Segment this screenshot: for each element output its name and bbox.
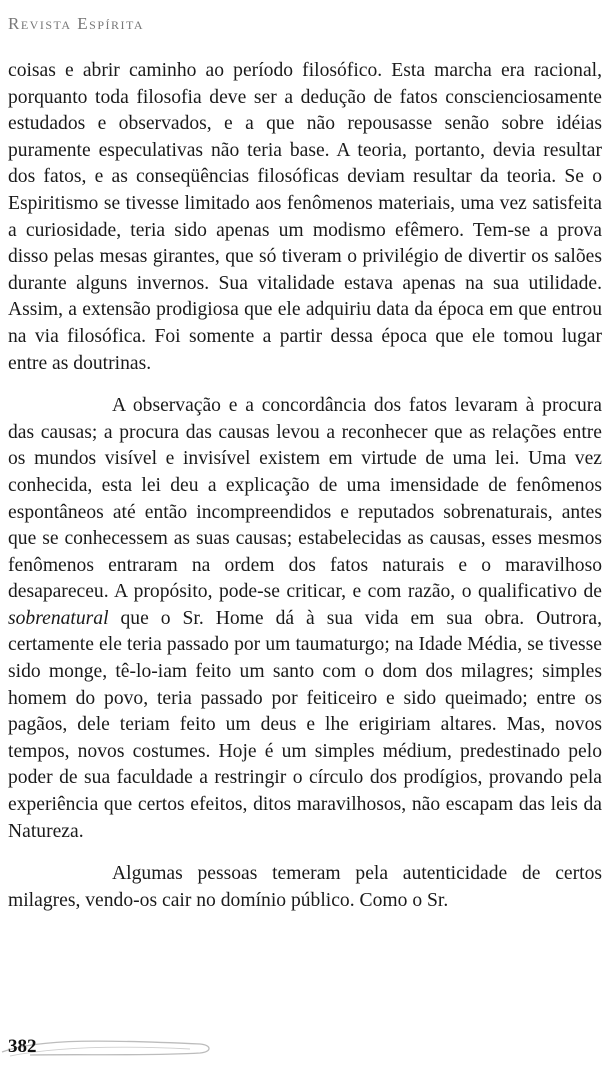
- paragraph-2-before: A observação e a concordância dos fatos levaram à procura das causas; a procura das causas levou a reconhecer que as relações entre os mundos visível e invisível existem em virtude de uma lei. Uma vez conhecida, esta lei deu a explicação de uma imensidade de fenômenos espontâneos até então incompreendidos e reputados sobrenaturais, antes que se conhecessem as suas causas; estabelecidas as causas, esses mesmos fenômenos entraram na ordem dos fatos naturais e o maravilhoso desapareceu. A propósito, pode-se criticar, e com razão, o qualificativo de: [8, 395, 602, 603]
- page-number: 382: [8, 1036, 37, 1057]
- emphasis-sobrenatural: sobrenatural: [8, 607, 109, 629]
- paragraph-2-after: que o Sr. Home dá à sua vida em sua obra. Outrora, certamente ele teria passado por um taumaturgo; na Idade Média, se tivesse sido monge, tê-lo-iam feito um santo com o dom dos milagres; simples homem do povo, teria passado por feiticeiro e sido queimado; entre os pagãos, dele teriam feito um deus e lhe erigiriam altares. Mas, novos tempos, novos costumes. Hoje é um simples médium, predestinado pelo poder de sua faculdade a restringir o círculo dos prodígios, provando pela experiência que certos efeitos, ditos maravilhosos, não escapam das leis da Natureza.: [8, 607, 602, 842]
- paragraph-3: Algumas pessoas temeram pela autenticidade de certos milagres, vendo-os cair no domínio público. Como o Sr.: [8, 863, 602, 911]
- body-text: [8, 58, 602, 914]
- paragraph-1: coisas e abrir caminho ao período filosófico. Esta marcha era racional, porquanto toda filosofia deve ser a dedução de fatos conscienciosamente estudados e observados, e a que não repousasse senão sobre idéias puramente especulativas não teria base. A teoria, portanto, devia resultar dos fatos, e as conseqüências filosóficas deviam resultar da teoria. Se o Espiritismo se tivesse limitado aos fenômenos materiais, uma vez satisfeita a curiosidade, teria sido apenas um modismo efêmero. Tem-se a prova disso pelas mesas girantes, que só tiveram o privilégio de divertir os salões durante alguns invernos. Sua vitalidade estava apenas na sua utilidade. Assim, a extensão prodigiosa que ele adquiriu data da época em que entrou na via filosófica. Foi somente a partir dessa época que ele tomou lugar entre as doutrinas.: [8, 60, 602, 374]
- running-head: Revista Espírita: [8, 14, 145, 33]
- paragraph-2: [8, 393, 602, 845]
